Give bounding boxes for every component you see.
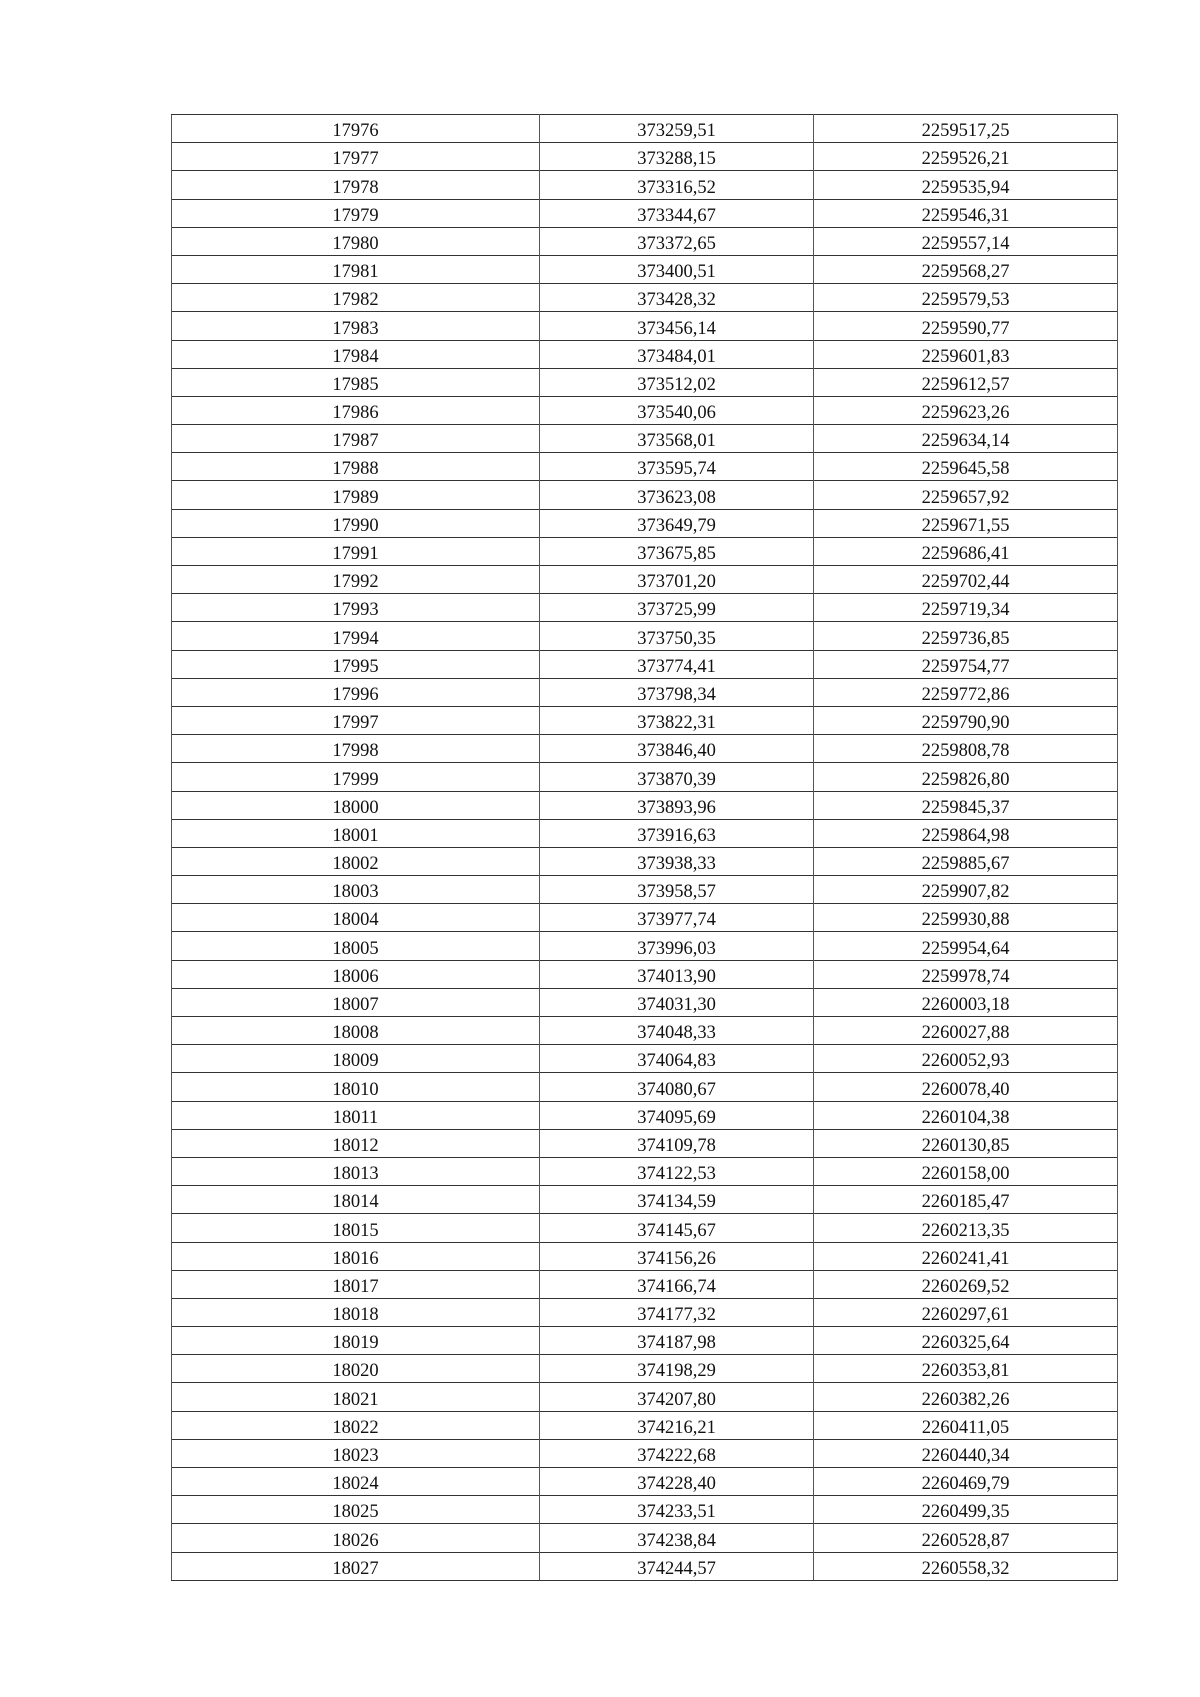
y-coordinate-cell: 2259590,77 — [814, 312, 1118, 340]
point-number-cell: 18018 — [172, 1298, 540, 1326]
point-number-cell: 17979 — [172, 199, 540, 227]
point-number-cell: 18010 — [172, 1073, 540, 1101]
x-coordinate-cell: 373996,03 — [540, 932, 814, 960]
point-number-cell: 17981 — [172, 255, 540, 283]
point-number-cell: 17984 — [172, 340, 540, 368]
x-coordinate-cell: 374198,29 — [540, 1355, 814, 1383]
point-number-cell: 17999 — [172, 763, 540, 791]
table-row — [172, 1524, 1118, 1552]
point-number-cell: 18011 — [172, 1101, 540, 1129]
table-row — [172, 735, 1118, 763]
x-coordinate-cell: 373259,51 — [540, 115, 814, 143]
x-coordinate-cell: 373428,32 — [540, 284, 814, 312]
x-coordinate-cell: 373893,96 — [540, 791, 814, 819]
y-coordinate-cell: 2260003,18 — [814, 988, 1118, 1016]
y-coordinate-cell: 2259546,31 — [814, 199, 1118, 227]
table-row — [172, 1298, 1118, 1326]
y-coordinate-cell: 2259526,21 — [814, 143, 1118, 171]
y-coordinate-cell: 2260411,05 — [814, 1411, 1118, 1439]
table-row — [172, 1129, 1118, 1157]
table-row — [172, 594, 1118, 622]
y-coordinate-cell: 2260078,40 — [814, 1073, 1118, 1101]
point-number-cell: 17983 — [172, 312, 540, 340]
point-number-cell: 18013 — [172, 1157, 540, 1185]
y-coordinate-cell: 2260213,35 — [814, 1214, 1118, 1242]
table-row — [172, 791, 1118, 819]
y-coordinate-cell: 2260469,79 — [814, 1468, 1118, 1496]
y-coordinate-cell: 2259790,90 — [814, 706, 1118, 734]
point-number-cell: 18024 — [172, 1468, 540, 1496]
table-row — [172, 763, 1118, 791]
x-coordinate-cell: 373822,31 — [540, 706, 814, 734]
y-coordinate-cell: 2259634,14 — [814, 425, 1118, 453]
table-row — [172, 1327, 1118, 1355]
table-row — [172, 1468, 1118, 1496]
x-coordinate-cell: 374244,57 — [540, 1552, 814, 1580]
y-coordinate-cell: 2259702,44 — [814, 566, 1118, 594]
table-row — [172, 932, 1118, 960]
x-coordinate-cell: 373316,52 — [540, 171, 814, 199]
table-row — [172, 425, 1118, 453]
x-coordinate-cell: 373649,79 — [540, 509, 814, 537]
x-coordinate-cell: 373595,74 — [540, 453, 814, 481]
x-coordinate-cell: 373701,20 — [540, 566, 814, 594]
x-coordinate-cell: 373958,57 — [540, 876, 814, 904]
point-number-cell: 18025 — [172, 1496, 540, 1524]
table-row — [172, 509, 1118, 537]
table-row — [172, 1186, 1118, 1214]
table-row — [172, 1045, 1118, 1073]
table-row — [172, 537, 1118, 565]
x-coordinate-cell: 374122,53 — [540, 1157, 814, 1185]
y-coordinate-cell: 2259612,57 — [814, 368, 1118, 396]
table-row — [172, 1101, 1118, 1129]
point-number-cell: 18021 — [172, 1383, 540, 1411]
point-number-cell: 18002 — [172, 847, 540, 875]
y-coordinate-cell: 2260440,34 — [814, 1439, 1118, 1467]
point-number-cell: 17986 — [172, 396, 540, 424]
table-row — [172, 988, 1118, 1016]
table-row — [172, 960, 1118, 988]
x-coordinate-cell: 373568,01 — [540, 425, 814, 453]
table-row — [172, 1383, 1118, 1411]
table-row — [172, 847, 1118, 875]
point-number-cell: 17990 — [172, 509, 540, 537]
x-coordinate-cell: 374177,32 — [540, 1298, 814, 1326]
x-coordinate-cell: 374166,74 — [540, 1270, 814, 1298]
y-coordinate-cell: 2260052,93 — [814, 1045, 1118, 1073]
y-coordinate-cell: 2259645,58 — [814, 453, 1118, 481]
point-number-cell: 18012 — [172, 1129, 540, 1157]
x-coordinate-cell: 374216,21 — [540, 1411, 814, 1439]
y-coordinate-cell: 2260499,35 — [814, 1496, 1118, 1524]
x-coordinate-cell: 373725,99 — [540, 594, 814, 622]
point-number-cell: 17982 — [172, 284, 540, 312]
point-number-cell: 18009 — [172, 1045, 540, 1073]
point-number-cell: 18014 — [172, 1186, 540, 1214]
y-coordinate-cell: 2260382,26 — [814, 1383, 1118, 1411]
x-coordinate-cell: 374145,67 — [540, 1214, 814, 1242]
table-row — [172, 876, 1118, 904]
y-coordinate-cell: 2259671,55 — [814, 509, 1118, 537]
table-row — [172, 1355, 1118, 1383]
point-number-cell: 17998 — [172, 735, 540, 763]
table-row — [172, 255, 1118, 283]
table-row — [172, 481, 1118, 509]
x-coordinate-cell: 373484,01 — [540, 340, 814, 368]
point-number-cell: 17988 — [172, 453, 540, 481]
point-number-cell: 17993 — [172, 594, 540, 622]
table-row — [172, 566, 1118, 594]
y-coordinate-cell: 2259978,74 — [814, 960, 1118, 988]
point-number-cell: 18008 — [172, 1017, 540, 1045]
point-number-cell: 17996 — [172, 678, 540, 706]
point-number-cell: 17991 — [172, 537, 540, 565]
table-row — [172, 678, 1118, 706]
x-coordinate-cell: 373372,65 — [540, 227, 814, 255]
y-coordinate-cell: 2259623,26 — [814, 396, 1118, 424]
y-coordinate-cell: 2259826,80 — [814, 763, 1118, 791]
y-coordinate-cell: 2259686,41 — [814, 537, 1118, 565]
table-row — [172, 368, 1118, 396]
y-coordinate-cell: 2259736,85 — [814, 622, 1118, 650]
y-coordinate-cell: 2259568,27 — [814, 255, 1118, 283]
y-coordinate-cell: 2259657,92 — [814, 481, 1118, 509]
x-coordinate-cell: 374233,51 — [540, 1496, 814, 1524]
point-number-cell: 17995 — [172, 650, 540, 678]
y-coordinate-cell: 2259864,98 — [814, 819, 1118, 847]
point-number-cell: 18019 — [172, 1327, 540, 1355]
point-number-cell: 17997 — [172, 706, 540, 734]
point-number-cell: 18000 — [172, 791, 540, 819]
x-coordinate-cell: 374013,90 — [540, 960, 814, 988]
point-number-cell: 17980 — [172, 227, 540, 255]
point-number-cell: 17976 — [172, 115, 540, 143]
y-coordinate-cell: 2260104,38 — [814, 1101, 1118, 1129]
x-coordinate-cell: 374207,80 — [540, 1383, 814, 1411]
table-row — [172, 396, 1118, 424]
y-coordinate-cell: 2259930,88 — [814, 904, 1118, 932]
x-coordinate-cell: 374095,69 — [540, 1101, 814, 1129]
x-coordinate-cell: 373774,41 — [540, 650, 814, 678]
y-coordinate-cell: 2259517,25 — [814, 115, 1118, 143]
y-coordinate-cell: 2260130,85 — [814, 1129, 1118, 1157]
y-coordinate-cell: 2260158,00 — [814, 1157, 1118, 1185]
point-number-cell: 18016 — [172, 1242, 540, 1270]
table-row — [172, 340, 1118, 368]
table-row — [172, 706, 1118, 734]
y-coordinate-cell: 2260528,87 — [814, 1524, 1118, 1552]
point-number-cell: 17992 — [172, 566, 540, 594]
y-coordinate-cell: 2259557,14 — [814, 227, 1118, 255]
x-coordinate-cell: 373344,67 — [540, 199, 814, 227]
table-row — [172, 1439, 1118, 1467]
table-row — [172, 115, 1118, 143]
point-number-cell: 18005 — [172, 932, 540, 960]
y-coordinate-cell: 2260269,52 — [814, 1270, 1118, 1298]
y-coordinate-cell: 2259754,77 — [814, 650, 1118, 678]
y-coordinate-cell: 2259808,78 — [814, 735, 1118, 763]
table-row — [172, 171, 1118, 199]
point-number-cell: 18027 — [172, 1552, 540, 1580]
x-coordinate-cell: 374187,98 — [540, 1327, 814, 1355]
table-row — [172, 312, 1118, 340]
y-coordinate-cell: 2260325,64 — [814, 1327, 1118, 1355]
x-coordinate-cell: 373512,02 — [540, 368, 814, 396]
point-number-cell: 18001 — [172, 819, 540, 847]
point-number-cell: 17978 — [172, 171, 540, 199]
point-number-cell: 18004 — [172, 904, 540, 932]
coordinates-table-body — [172, 115, 1118, 1581]
point-number-cell: 18017 — [172, 1270, 540, 1298]
y-coordinate-cell: 2259535,94 — [814, 171, 1118, 199]
x-coordinate-cell: 374228,40 — [540, 1468, 814, 1496]
table-row — [172, 1411, 1118, 1439]
table-row — [172, 1242, 1118, 1270]
point-number-cell: 17985 — [172, 368, 540, 396]
x-coordinate-cell: 373846,40 — [540, 735, 814, 763]
point-number-cell: 17987 — [172, 425, 540, 453]
x-coordinate-cell: 373938,33 — [540, 847, 814, 875]
table-row — [172, 650, 1118, 678]
table-row — [172, 1073, 1118, 1101]
x-coordinate-cell: 374031,30 — [540, 988, 814, 1016]
x-coordinate-cell: 373977,74 — [540, 904, 814, 932]
y-coordinate-cell: 2260241,41 — [814, 1242, 1118, 1270]
x-coordinate-cell: 374222,68 — [540, 1439, 814, 1467]
table-row — [172, 1552, 1118, 1580]
point-number-cell: 18007 — [172, 988, 540, 1016]
y-coordinate-cell: 2260353,81 — [814, 1355, 1118, 1383]
point-number-cell: 18003 — [172, 876, 540, 904]
table-row — [172, 622, 1118, 650]
y-coordinate-cell: 2260027,88 — [814, 1017, 1118, 1045]
table-row — [172, 453, 1118, 481]
x-coordinate-cell: 373870,39 — [540, 763, 814, 791]
point-number-cell: 17994 — [172, 622, 540, 650]
point-number-cell: 18023 — [172, 1439, 540, 1467]
x-coordinate-cell: 373400,51 — [540, 255, 814, 283]
x-coordinate-cell: 374064,83 — [540, 1045, 814, 1073]
point-number-cell: 17989 — [172, 481, 540, 509]
table-row — [172, 1157, 1118, 1185]
y-coordinate-cell: 2260558,32 — [814, 1552, 1118, 1580]
y-coordinate-cell: 2259907,82 — [814, 876, 1118, 904]
table-row — [172, 143, 1118, 171]
table-row — [172, 227, 1118, 255]
table-row — [172, 1270, 1118, 1298]
table-row — [172, 819, 1118, 847]
table-row — [172, 284, 1118, 312]
x-coordinate-cell: 373675,85 — [540, 537, 814, 565]
y-coordinate-cell: 2259772,86 — [814, 678, 1118, 706]
x-coordinate-cell: 373540,06 — [540, 396, 814, 424]
x-coordinate-cell: 374238,84 — [540, 1524, 814, 1552]
y-coordinate-cell: 2260297,61 — [814, 1298, 1118, 1326]
x-coordinate-cell: 374134,59 — [540, 1186, 814, 1214]
point-number-cell: 18026 — [172, 1524, 540, 1552]
y-coordinate-cell: 2259719,34 — [814, 594, 1118, 622]
coordinates-table — [171, 114, 1118, 1581]
x-coordinate-cell: 374080,67 — [540, 1073, 814, 1101]
table-row — [172, 904, 1118, 932]
y-coordinate-cell: 2259579,53 — [814, 284, 1118, 312]
table-row — [172, 1017, 1118, 1045]
point-number-cell: 18006 — [172, 960, 540, 988]
table-row — [172, 1214, 1118, 1242]
table-row — [172, 1496, 1118, 1524]
y-coordinate-cell: 2259601,83 — [814, 340, 1118, 368]
x-coordinate-cell: 373623,08 — [540, 481, 814, 509]
x-coordinate-cell: 373798,34 — [540, 678, 814, 706]
point-number-cell: 18020 — [172, 1355, 540, 1383]
x-coordinate-cell: 374156,26 — [540, 1242, 814, 1270]
x-coordinate-cell: 374048,33 — [540, 1017, 814, 1045]
x-coordinate-cell: 373750,35 — [540, 622, 814, 650]
y-coordinate-cell: 2259885,67 — [814, 847, 1118, 875]
x-coordinate-cell: 373916,63 — [540, 819, 814, 847]
table-row — [172, 199, 1118, 227]
y-coordinate-cell: 2259954,64 — [814, 932, 1118, 960]
y-coordinate-cell: 2260185,47 — [814, 1186, 1118, 1214]
y-coordinate-cell: 2259845,37 — [814, 791, 1118, 819]
x-coordinate-cell: 374109,78 — [540, 1129, 814, 1157]
x-coordinate-cell: 373288,15 — [540, 143, 814, 171]
point-number-cell: 18015 — [172, 1214, 540, 1242]
x-coordinate-cell: 373456,14 — [540, 312, 814, 340]
point-number-cell: 17977 — [172, 143, 540, 171]
point-number-cell: 18022 — [172, 1411, 540, 1439]
